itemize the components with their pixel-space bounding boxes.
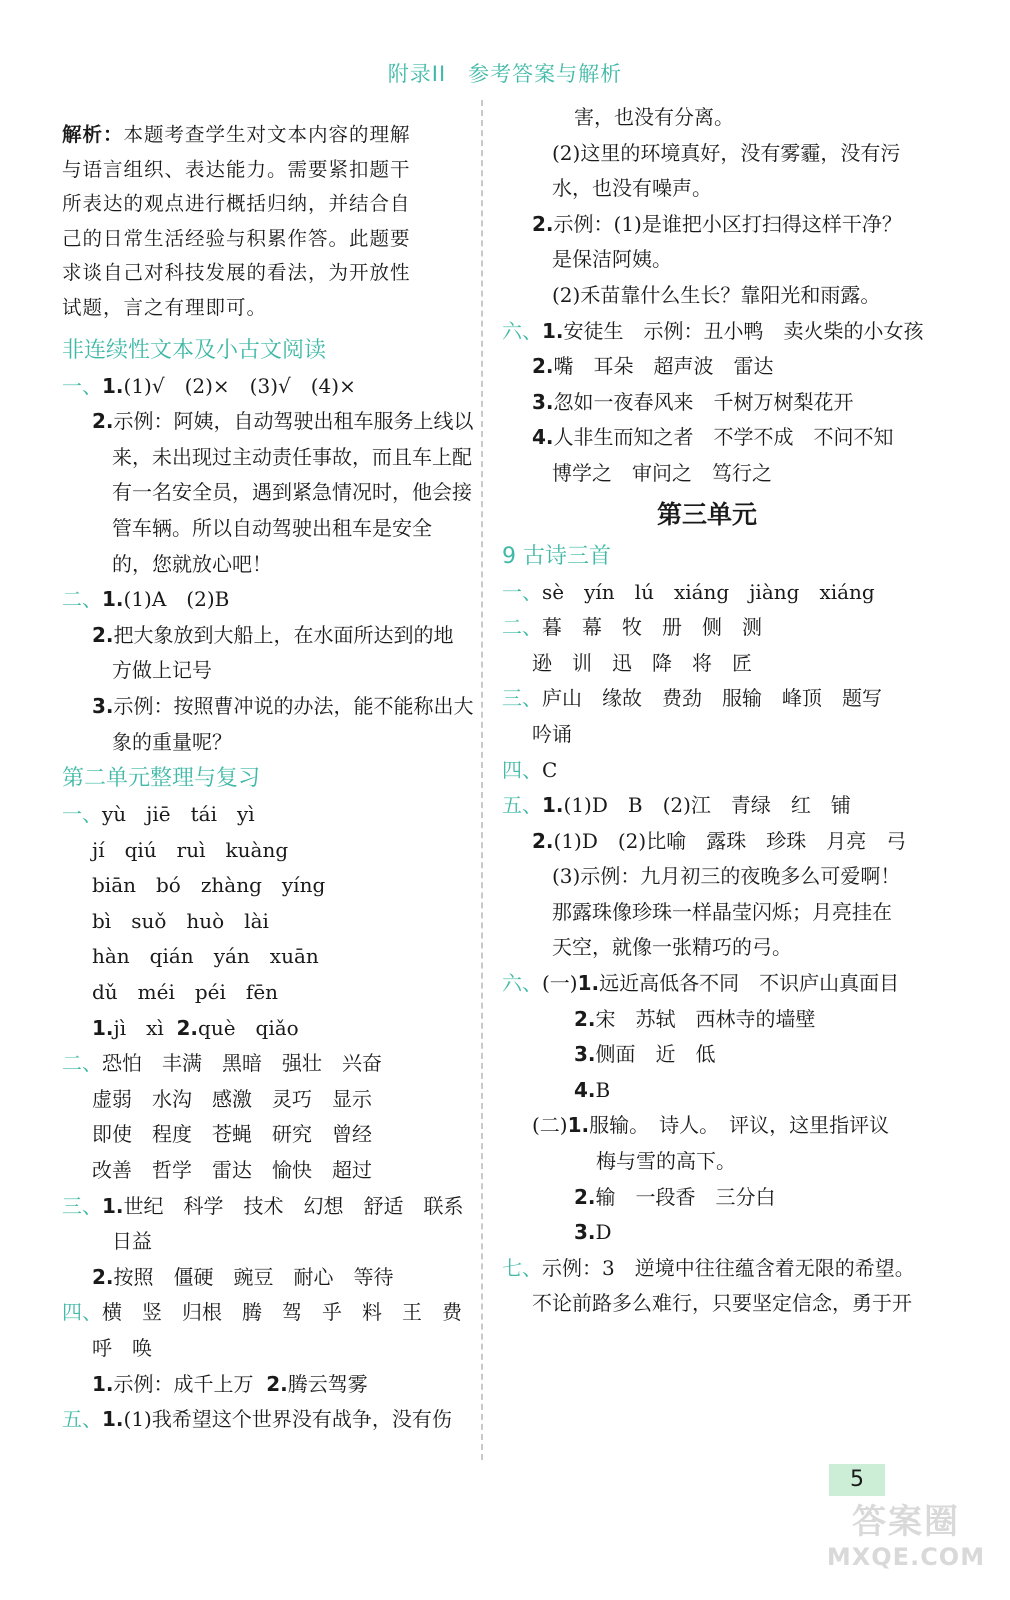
answer-line: 2.示例：阿姨，自动驾驶出租车服务上线以 <box>92 409 474 434</box>
answer-line: 天空，就像一张精巧的弓。 <box>552 935 792 960</box>
answer-line: 1.jì xì 2.què qiǎo <box>92 1015 299 1040</box>
answer-line: (2)这里的环境真好，没有雾霾，没有污 <box>552 140 901 165</box>
analysis-line: 己的日常生活经验与积累作答。此题要 <box>62 226 411 250</box>
answer-line: 1.示例：成千上万 2.腾云驾雾 <box>92 1371 368 1396</box>
answer-line: 一、yù jiē tái yì <box>62 802 255 827</box>
answer-line: hàn qián yán xuān <box>92 944 319 969</box>
left-column <box>62 118 474 1438</box>
answer-line: 日益 <box>112 1229 152 1254</box>
answer-line: 3.示例：按照曹冲说的办法，能不能称出大 <box>92 693 474 718</box>
lesson-title: 9 古诗三首 <box>502 543 612 569</box>
analysis-line: 所表达的观点进行概括归纳，并结合自 <box>62 192 411 216</box>
answer-line: bì suǒ huò lài <box>92 908 269 933</box>
answer-line: 三、庐山 缘故 费劲 服输 峰顶 题写 <box>502 686 882 711</box>
answer-line: 逊 训 迅 降 将 匠 <box>532 650 752 675</box>
answer-line: 六、1.安徒生 示例：丑小鸭 卖火柴的小女孩 <box>502 318 924 343</box>
analysis-line: 解析：本题考查学生对文本内容的理解 <box>62 123 411 146</box>
answer-line: 梅与雪的高下。 <box>596 1149 736 1174</box>
answer-line: 六、(一)1.远近高低各不同 不识庐山真面目 <box>502 971 900 996</box>
answer-line: 三、1.世纪 科学 技术 幻想 舒适 联系 <box>62 1193 464 1218</box>
answer-line: 象的重量呢？ <box>112 729 232 754</box>
column-divider <box>481 100 483 1460</box>
answer-line: 即使 程度 苍蝇 研究 曾经 <box>92 1122 372 1147</box>
answer-line: 水，也没有噪声。 <box>552 176 712 201</box>
answer-line: 呼 唤 <box>92 1336 152 1360</box>
answer-line: (3)示例：九月初三的夜晚多么可爱啊！ <box>552 864 901 889</box>
page-number: 5 <box>829 1464 885 1496</box>
answer-line: 的，您就放心吧！ <box>112 551 272 576</box>
answer-line: 方做上记号 <box>112 658 212 683</box>
answer-line: 一、1.(1)√ (2)× (3)√ (4)× <box>62 373 356 398</box>
right-column <box>502 100 924 1322</box>
answer-line: biān bó zhàng yíng <box>92 873 326 898</box>
answer-line: 2.宋 苏轼 西林寺的墙壁 <box>574 1006 816 1031</box>
answer-line: 2.嘴 耳朵 超声波 雷达 <box>532 354 774 379</box>
answer-line: 不论前路多么难行，只要坚定信念，勇于开 <box>532 1291 912 1316</box>
answer-line: 博学之 审问之 笃行之 <box>552 460 772 485</box>
section-title: 非连续性文本及小古文阅读 <box>62 337 327 363</box>
answer-line: 五、1.(1)D B (2)江 青绿 红 铺 <box>502 793 851 818</box>
answer-line: 3.侧面 近 低 <box>574 1042 716 1067</box>
answer-line: 是保洁阿姨。 <box>552 247 672 272</box>
watermark-logo: 答案圈 MXQE.COM <box>826 1502 986 1571</box>
answer-line: 3.D <box>574 1220 612 1245</box>
section-title: 第二单元整理与复习 <box>62 766 261 792</box>
answer-line: 四、横 竖 归根 腾 驾 乎 料 王 费 <box>62 1300 462 1325</box>
analysis-line: 与语言组织、表达能力。需要紧扣题干 <box>62 157 411 181</box>
analysis-label: 解析： <box>62 123 124 146</box>
answer-line: 4.B <box>574 1077 611 1102</box>
analysis-line: 试题，言之有理即可。 <box>62 295 268 319</box>
answer-line: 2.示例：(1)是谁把小区打扫得这样干净？ <box>532 211 902 236</box>
answer-line: (2)禾苗靠什么生长？靠阳光和雨露。 <box>552 282 881 307</box>
answer-line: 管车辆。所以自动驾驶出租车是安全 <box>112 515 432 540</box>
answer-line: 二、暮 幕 牧 册 侧 测 <box>502 615 762 640</box>
answer-line: 改善 哲学 雷达 愉快 超过 <box>92 1158 372 1183</box>
page-header: 附录II 参考答案与解析 <box>387 62 623 86</box>
answer-line: 虚弱 水沟 感激 灵巧 显示 <box>92 1086 372 1111</box>
answer-line: (二)1.服输。 诗人。 评议，这里指评议 <box>532 1113 890 1138</box>
answer-line: 4.人非生而知之者 不学不成 不问不知 <box>532 425 894 450</box>
answer-line: 七、示例：3 逆境中往往蕴含着无限的希望。 <box>502 1255 915 1280</box>
answer-line: 那露珠像珍珠一样晶莹闪烁；月亮挂在 <box>552 899 892 924</box>
answer-line: 有一名安全员，遇到紧急情况时，他会接 <box>112 480 472 505</box>
answer-line: 3.忽如一夜春风来 千树万树梨花开 <box>532 389 854 414</box>
answer-line: 五、1.(1)我希望这个世界没有战争，没有伤 <box>62 1407 452 1432</box>
analysis-line: 求谈自己对科技发展的看法，为开放性 <box>62 261 411 285</box>
answer-line: 害，也没有分离。 <box>574 105 734 129</box>
answer-line: 二、1.(1)A (2)B <box>62 587 230 612</box>
answer-line: 吟诵 <box>532 721 572 746</box>
answer-line: dǔ méi péi fēn <box>92 980 279 1005</box>
answer-line: 来，未出现过主动责任事故，而且车上配 <box>112 444 472 469</box>
answer-line: 2.按照 僵硬 豌豆 耐心 等待 <box>92 1264 394 1289</box>
unit-title: 第三单元 <box>656 499 757 529</box>
answer-line: 2.把大象放到大船上，在水面所达到的地 <box>92 622 454 647</box>
answer-line: 2.输 一段香 三分白 <box>574 1184 776 1209</box>
answer-line: 二、恐怕 丰满 黑暗 强壮 兴奋 <box>62 1051 382 1076</box>
answer-line: 四、C <box>502 757 558 782</box>
answer-line: jí qiú ruì kuàng <box>92 837 289 862</box>
answer-line: 一、sè yín lú xiáng jiàng xiáng <box>502 579 875 604</box>
answer-line: 2.(1)D (2)比喻 露珠 珍珠 月亮 弓 <box>532 828 907 853</box>
